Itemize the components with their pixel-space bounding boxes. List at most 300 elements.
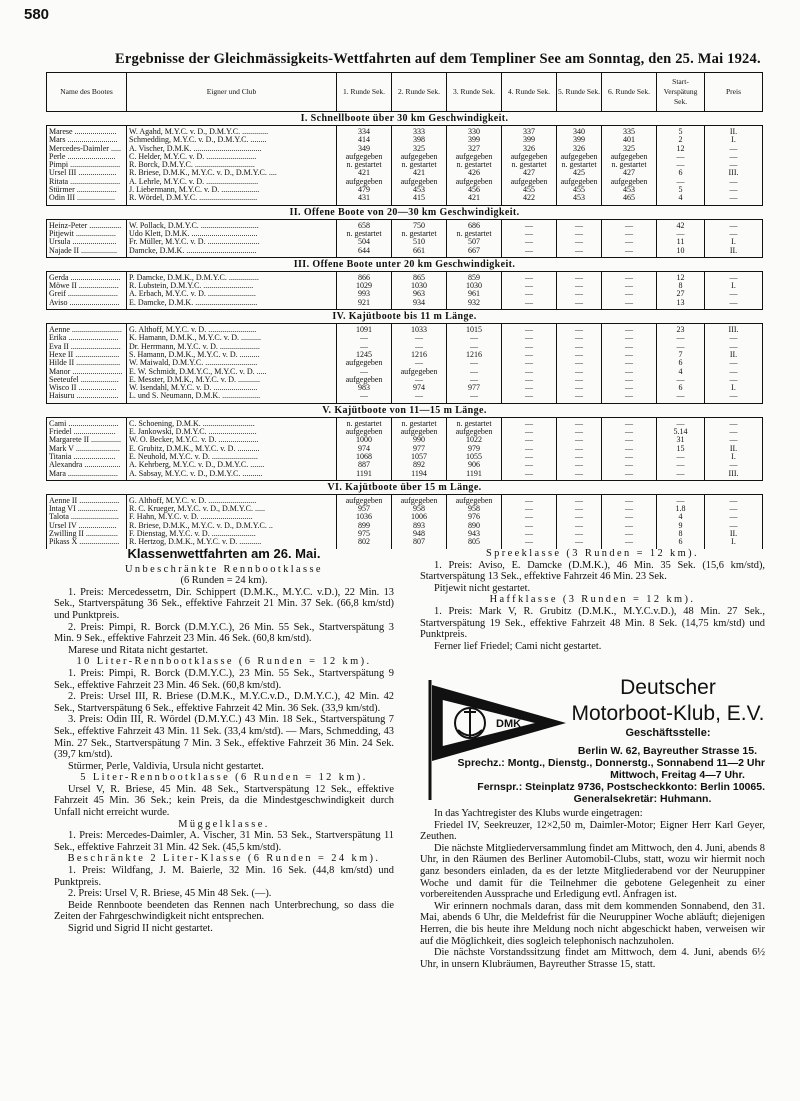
class-subheading: (6 Runden = 24 km). [180,575,268,587]
table-cell: — [502,461,557,469]
table-cell: 963 [392,290,447,298]
table-cell: 12 [657,271,705,282]
table-cell: II. [705,126,763,137]
club-info [420,745,765,805]
table-row [47,334,763,342]
table-cell: J. Liebermann, M.Y.C. v. D. ................... [127,186,337,194]
table-cell: 899 [337,522,392,530]
table-cell: 5 [657,126,705,137]
table-cell: — [557,376,602,384]
table-cell: 11 [657,238,705,246]
table-cell: — [705,417,763,428]
table-cell: — [657,334,705,342]
table-cell: 975 [337,530,392,538]
class-heading: 5 Liter-Rennbootklasse (6 Runden = 12 km). [80,772,368,784]
table-cell: E. W. Schmidt, D.M.Y.C., M.Y.C. v. D. ..... [127,368,337,376]
club-news [420,808,765,970]
table-cell: — [557,417,602,428]
table-cell: — [705,461,763,469]
table-cell: 507 [447,238,502,246]
table-cell: — [557,219,602,230]
table-cell: 979 [447,445,502,453]
table-cell: Heinz-Peter ................ [47,219,127,230]
table-cell: — [602,359,657,367]
table-cell: — [392,334,447,342]
table-cell: — [447,334,502,342]
table-cell: — [602,461,657,469]
table-cell: — [557,530,602,538]
table-cell: 906 [447,461,502,469]
table-cell: R. Borck, D.M.Y.C. .............................. [127,161,337,169]
table-cell: Friedel ..................... [47,428,127,436]
table-cell: 890 [447,522,502,530]
table-cell: aufgegeben [337,178,392,186]
table-row [47,417,763,428]
table-cell: II. [705,351,763,359]
table-cell: R. C. Krueger, M.Y.C. v. D., D.M.Y.C. ..... [127,505,337,513]
table-cell: — [557,290,602,298]
page-title: Ergebnisse der Gleichmässigkeits-Wettfahrten auf dem Templiner See am Sonntag, den 25. Mai 1924. [115,51,761,67]
table-cell: — [557,368,602,376]
right-column [420,548,765,652]
table-cell: aufgegeben [392,368,447,376]
table-cell: aufgegeben [337,494,392,505]
table-cell: 326 [502,145,557,153]
table-cell: aufgegeben [392,428,447,436]
table-cell: R. Briese, D.M.K., M.Y.C. v. D., D.M.Y.C. .... [127,169,337,177]
table-cell: — [447,368,502,376]
table-cell: — [502,343,557,351]
table-cell: — [337,343,392,351]
table-cell: 1194 [392,470,447,481]
table-row [47,126,763,137]
result-paragraph: 2. Preis: Pimpi, R. Borck (D.M.Y.C.), 26 Min. 55 Sek., Startverspätung 3 Min. 9 Sek., effektive Fahrzeit 23 Min. 46 Sek. (60,8 km/std). [54,621,394,645]
news-paragraph: Friedel IV, Seekreuzer, 12×2,50 m, Daimler-Motor; Eigner Herr Karl Geyer, Zeuthen. [420,819,765,843]
table-cell: — [502,538,557,548]
table-cell: 1055 [447,453,502,461]
result-paragraph: 1. Preis: Wildfang, J. M. Baierle, 32 Min. 16 Sek. (44,8 km/std) und Punktpreis. [54,865,394,888]
table-cell: n. gestartet [447,417,502,428]
table-cell: Pitjewit .................... [47,230,127,238]
table-cell: P. Damcke, D.M.K., D.M.Y.C. ............... [127,271,337,282]
table-cell: 1216 [447,351,502,359]
table-cell: Manor ......................... [47,368,127,376]
table-cell: 957 [337,505,392,513]
table-cell: Erika ......................... [47,334,127,342]
table-cell: 401 [602,136,657,144]
table-cell: 399 [557,136,602,144]
table-cell: Eva II ......................... [47,343,127,351]
table-cell: — [557,428,602,436]
table-cell: Aenne ......................... [47,324,127,335]
table-cell: — [502,290,557,298]
table-cell: 13 [657,299,705,310]
table-cell: Ursel IV ................... [47,522,127,530]
table-cell: 399 [447,136,502,144]
table-cell: 479 [337,186,392,194]
table-cell: F. Hahn, M.Y.C. v. D. .......................... [127,513,337,521]
table-cell: 1068 [337,453,392,461]
left-column-heading: Klassenwettfahrten am 26. Mai. [127,546,321,561]
result-paragraph: Ursel V, R. Briese, 45 Min. 48 Sek., Startverspätung 12 Sek., effektive Fahrzeit 45 Min. 36 Sek.; kein Preis, da die Mindestgeschwindigkeit durch Unfall nicht erreicht wurde. [54,783,394,819]
table-row [47,136,763,144]
table-row [47,271,763,282]
table-cell: — [705,359,763,367]
table-cell: R. Wördel, D.M.Y.C. ............................. [127,194,337,205]
table-cell: — [502,428,557,436]
table-cell: 974 [337,445,392,453]
table-cell: III. [705,324,763,335]
table-cell: A. Lehrle, M.Y.C. v. D. .......................... [127,178,337,186]
table-cell: 661 [392,247,447,258]
table-cell: — [337,334,392,342]
table-cell: — [502,351,557,359]
table-cell: 422 [502,194,557,205]
table-cell: 426 [447,169,502,177]
table-cell: Odin III ................... [47,194,127,205]
table-cell: 1015 [447,324,502,335]
table-cell: Seeteufel ................... [47,376,127,384]
table-cell: — [392,343,447,351]
column-header: 5. Runde Sek. [557,73,602,112]
table-cell: — [705,219,763,230]
table-cell: 921 [337,299,392,310]
table-cell: — [557,351,602,359]
table-cell: — [557,324,602,335]
table-cell: — [502,522,557,530]
table-cell: 6 [657,359,705,367]
news-paragraph: Die nächste Vorstandssitzung findet am Mittwoch, dem 4. Juni, abends 6½ Uhr, in unsern Klubräumen, Bayreuther Strasse 15, statt. [420,947,765,970]
table-cell: 977 [392,445,447,453]
result-paragraph: 1. Preis: Mark V, R. Grubitz (D.M.K., M.Y.C.v.D.), 48 Min. 27 Sek., Startverspätung 19 Sek., effektive Fahrzeit 48 Min. 8 Sek. (14,75 km/std) und Punktpreis. [420,605,765,641]
table-cell: — [705,368,763,376]
table-cell: — [705,178,763,186]
table-cell: C. Schoening, D.M.K. .......................... [127,417,337,428]
table-cell: Möwe II .................... [47,282,127,290]
table-cell: — [557,522,602,530]
table-cell: — [557,271,602,282]
table-cell: — [502,282,557,290]
table-cell: A. Erbach, M.Y.C. v. D. ........................ [127,290,337,298]
table-cell: 865 [392,271,447,282]
table-row [47,169,763,177]
table-row [47,428,763,436]
table-cell: — [657,178,705,186]
table-cell: Zwilling II ................ [47,530,127,538]
section-title: V. Kajütboote von 11—15 m Länge. [47,403,763,417]
table-cell: — [705,436,763,444]
class-heading: Müggelklasse. [178,818,270,830]
table-cell: 12 [657,145,705,153]
table-header-row [47,73,763,112]
table-cell: — [705,505,763,513]
result-paragraph: 1. Preis: Mercedes-Daimler, A. Vischer, 31 Min. 53 Sek., Startverspätung 11 Sek., effektive Fahrzeit 31 Min. 42 Sek. (45,5 km/std). [54,830,394,853]
table-cell: 958 [392,505,447,513]
table-cell: 337 [502,126,557,137]
table-cell: 887 [337,461,392,469]
table-cell: 977 [447,384,502,392]
table-cell: Hexe II ...................... [47,351,127,359]
table-cell: — [447,343,502,351]
table-cell: — [657,153,705,161]
table-cell: 10 [657,247,705,258]
table-cell: — [705,494,763,505]
table-cell: Pikass X .................... [47,538,127,548]
table-cell: — [502,324,557,335]
table-cell: 325 [602,145,657,153]
table-cell: — [557,384,602,392]
table-cell: 983 [337,384,392,392]
table-cell: Najade II .................. [47,247,127,258]
table-cell: — [502,368,557,376]
table-cell: — [502,392,557,403]
table-cell: — [602,290,657,298]
table-cell: 455 [502,186,557,194]
table-cell: — [502,376,557,384]
table-cell: I. [705,384,763,392]
table-row [47,445,763,453]
table-cell: — [557,453,602,461]
table-cell: 892 [392,461,447,469]
table-cell: 27 [657,290,705,298]
column-header: Preis [705,73,763,112]
table-row [47,470,763,481]
table-cell: I. [705,238,763,246]
table-cell: Mercedes-Daimler ..... [47,145,127,153]
table-cell: A. Kehrberg, M.Y.C. v. D., D.M.Y.C. ....... [127,461,337,469]
table-cell: — [602,392,657,403]
section-title-row [47,480,763,494]
table-cell: n. gestartet [392,230,447,238]
table-cell: Fr. Müller, M.Y.C. v. D. .......................... [127,238,337,246]
table-cell: 805 [447,538,502,548]
table-cell: — [502,247,557,258]
table-cell: aufgegeben [392,178,447,186]
table-cell: — [705,194,763,205]
table-cell: Mara ......................... [47,470,127,481]
table-row [47,194,763,205]
section-title-row [47,205,763,219]
class-heading: Beschränkte 2 Liter-Klasse (6 Runden = 24 km). [67,853,381,865]
table-cell: I. [705,136,763,144]
table-cell: — [502,530,557,538]
table-cell: I. [705,282,763,290]
table-row [47,161,763,169]
table-cell: — [657,470,705,481]
table-row [47,343,763,351]
table-cell: 932 [447,299,502,310]
table-cell: — [502,445,557,453]
table-cell: — [557,334,602,342]
table-cell: Aviso ......................... [47,299,127,310]
table-row [47,368,763,376]
table-cell: III. [705,470,763,481]
table-cell: — [602,445,657,453]
table-cell: 859 [447,271,502,282]
table-cell: n. gestartet [502,161,557,169]
table-cell: — [602,470,657,481]
club-name-block [568,675,768,740]
table-cell: — [602,376,657,384]
table-row [47,359,763,367]
result-paragraph: 1. Preis: Aviso, E. Damcke (D.M.K.), 46 Min. 35 Sek. (15,6 km/std), Startverspätung 13 Sek., effektive Fahrzeit 46 Min. 23 Sek. [420,559,765,583]
class-heading: Unbeschränkte Rennbootklasse [125,563,323,575]
table-cell: — [705,153,763,161]
table-cell: — [392,359,447,367]
table-cell: 1191 [337,470,392,481]
table-cell: — [557,392,602,403]
table-cell: L. und S. Neumann, D.M.K. ................... [127,392,337,403]
table-cell: 961 [447,290,502,298]
table-cell: 335 [602,126,657,137]
table-cell: — [602,230,657,238]
section-title-row [47,310,763,324]
table-cell: — [657,453,705,461]
table-row [47,513,763,521]
table-cell: aufgegeben [337,376,392,384]
table-cell: 326 [557,145,602,153]
result-paragraph: 1. Preis: Mercedessetrn, Dir. Schippert (D.M.K., M.Y.C. v.D.), 22 Min. 13 Sek., Startverspätung 36 Sek., effektive Fahrzeit 21 Min. 37 Sek. (66,8 km/std) und Punktpreis. [54,586,394,621]
table-cell: 943 [447,530,502,538]
table-cell: 750 [392,219,447,230]
class-heading: Haffklasse (3 Runden = 12 km). [489,594,696,606]
table-row [47,436,763,444]
table-row [47,351,763,359]
office-label: Geschäftsstelle: [625,727,711,739]
table-cell: — [502,513,557,521]
table-cell: 465 [602,194,657,205]
table-cell: II. [705,530,763,538]
table-cell: — [602,343,657,351]
table-cell: Titania ..................... [47,453,127,461]
table-cell: — [502,417,557,428]
column-header: Name des Bootes [47,73,127,112]
table-row [47,453,763,461]
table-cell: 974 [392,384,447,392]
table-cell: — [502,271,557,282]
table-cell: n. gestartet [337,230,392,238]
table-row [47,247,763,258]
table-cell: — [602,453,657,461]
table-cell: — [557,343,602,351]
table-cell: — [392,392,447,403]
table-row [47,186,763,194]
table-row [47,145,763,153]
club-address: Berlin W. 62, Bayreuther Strasse 15. [577,745,757,757]
result-paragraph: 1. Preis: Pimpi, R. Borck (D.M.Y.C.), 23 Min. 55 Sek., Startverspätung 9 Sek., effektive Fahrzeit 23 Min. 46 Sek. (60,8 km/std). [54,667,394,691]
table-row [47,178,763,186]
table-cell: 340 [557,126,602,137]
table-cell: III. [705,169,763,177]
table-cell: — [602,505,657,513]
table-cell: — [602,428,657,436]
table-cell: — [705,145,763,153]
table-cell: Schmedding, M.Y.C. v. D., D.M.Y.C. ........ [127,136,337,144]
table-row [47,153,763,161]
table-cell: aufgegeben [602,153,657,161]
table-cell: 334 [337,126,392,137]
table-cell: W. Pollack, D.M.Y.C. ............................. [127,219,337,230]
table-cell: 802 [337,538,392,548]
table-cell: R. Hertzog, D.M.K., M.Y.C. v. D. ........... [127,538,337,548]
table-cell: 325 [392,145,447,153]
table-cell: — [657,230,705,238]
table-cell: — [602,334,657,342]
table-cell: aufgegeben [557,153,602,161]
table-cell: Udo Klett, D.M.K. ................................. [127,230,337,238]
table-cell: Gerda ......................... [47,271,127,282]
table-cell: aufgegeben [447,178,502,186]
club-hours-2: Mittwoch, Freitag 4—7 Uhr. [610,769,745,781]
table-cell: 1029 [337,282,392,290]
result-paragraph: 3. Preis: Odin III, R. Wördel (D.M.Y.C.) 43 Min. 18 Sek., Startverspätung 7 Sek., effektive Fahrzeit 43 Min. 11 Sek. (33,4 km/std). — Mars, Schmedding, 43 Min. 27 Sek., Startverspätung 7 Min. 3 Sek., effektive Fahrzeit 36 Min. 24 Sek. (39,7 km/std). [54,714,394,761]
table-cell: 1030 [392,282,447,290]
table-cell: — [392,376,447,384]
table-cell: 23 [657,324,705,335]
table-row [47,530,763,538]
table-cell: Hilde II ...................... [47,359,127,367]
table-row [47,522,763,530]
table-cell: 1030 [447,282,502,290]
table-cell: 425 [557,169,602,177]
table-cell: 866 [337,271,392,282]
club-hours-1: Sprechz.: Montg., Dienstg., Donnerstg., Sonnabend 11—2 Uhr [457,757,765,769]
table-cell: — [502,505,557,513]
table-cell: Haisuru ..................... [47,392,127,403]
table-cell: — [502,494,557,505]
table-cell: 1000 [337,436,392,444]
news-paragraph: In das Yachtregister des Klubs wurde eingetragen: [434,808,643,819]
table-cell: Cami ......................... [47,417,127,428]
table-cell: E. Grubitz, D.M.K., M.Y.C. v. D. ........... [127,445,337,453]
table-cell: 453 [602,186,657,194]
table-cell: aufgegeben [557,178,602,186]
table-cell: — [502,436,557,444]
table-cell: — [602,299,657,310]
table-cell: 4 [657,194,705,205]
table-cell: 807 [392,538,447,548]
table-cell: aufgegeben [392,494,447,505]
left-column [54,548,394,935]
table-cell: 1216 [392,351,447,359]
table-cell: — [602,417,657,428]
table-cell: R. Lubstein, D.M.Y.C. ......................... [127,282,337,290]
table-cell: aufgegeben [337,153,392,161]
table-cell: 1036 [337,513,392,521]
section-title-row [47,112,763,126]
table-row [47,392,763,403]
table-cell: 1022 [447,436,502,444]
table-cell: — [657,161,705,169]
table-cell: A. Vischer, D.M.K. .................................. [127,145,337,153]
club-secretary: Generalsekretär: Huhmann. [573,793,712,805]
table-cell: — [602,384,657,392]
table-cell: — [557,494,602,505]
table-cell: A. Sabsay, M.Y.C. v. D., D.M.Y.C. .......... [127,470,337,481]
table-cell: 330 [447,126,502,137]
table-cell: Greif ......................... [47,290,127,298]
table-cell: 5.14 [657,428,705,436]
table-cell: S. Hamann, D.M.K., M.Y.C. v. D. .......... [127,351,337,359]
table-cell: 7 [657,351,705,359]
result-paragraph: 2. Preis: Ursel III, R. Briese (D.M.K., M.Y.C.v.D., D.M.Y.C.), 42 Min. 42 Sek., Startverspätung 6 Sek., effektive Fahrzeit 42 Min. 36 Sek. (33,9 km/std). [54,691,394,714]
table-cell: 427 [602,169,657,177]
table-cell: E. Damcke, D.M.K. ............................... [127,299,337,310]
table-cell: 421 [337,169,392,177]
table-cell: Marese ..................... [47,126,127,137]
table-cell: 958 [447,505,502,513]
table-cell: — [557,538,602,548]
